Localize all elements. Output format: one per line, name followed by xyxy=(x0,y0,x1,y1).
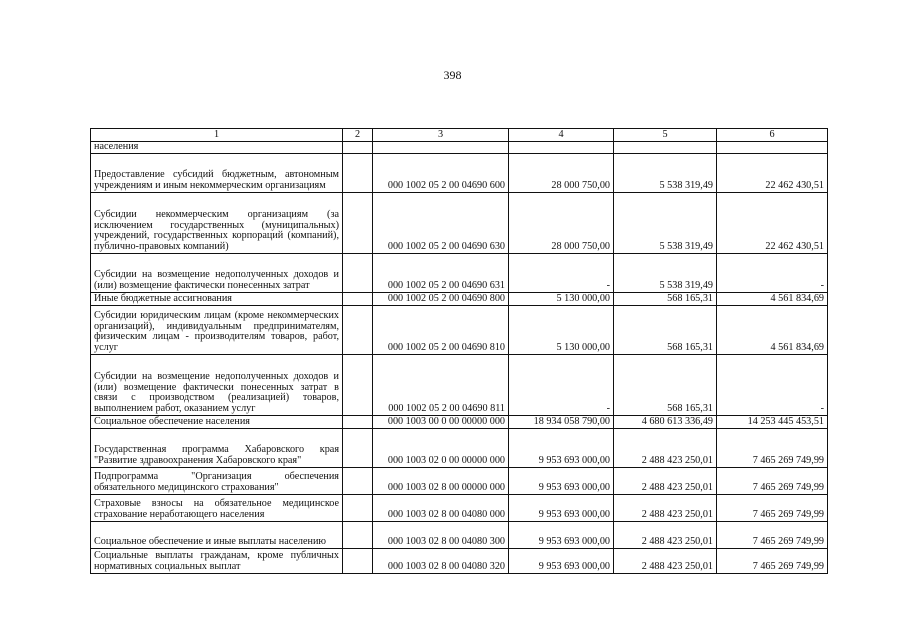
row-remaining-cell: 7 465 269 749,99 xyxy=(717,494,828,521)
row-col2-cell xyxy=(343,253,373,292)
header-cell-1: 1 xyxy=(91,129,343,142)
row-executed-cell: 2 488 423 250,01 xyxy=(614,494,717,521)
row-remaining-cell: - xyxy=(717,354,828,415)
row-col2-cell xyxy=(343,428,373,467)
row-code-cell: 000 1003 02 8 00 04080 300 xyxy=(373,521,509,548)
row-executed-cell: 2 488 423 250,01 xyxy=(614,467,717,494)
row-col2-cell xyxy=(343,415,373,428)
row-col2-cell xyxy=(343,192,373,253)
row-name-cell: Субсидии юридическим лицам (кроме некоммерческих организаций), индивидуальным предпринимателям, физическим лицам - производителям товаров, работ, услуг xyxy=(91,305,343,354)
table-row xyxy=(91,494,828,521)
row-code-cell: 000 1003 02 0 00 00000 000 xyxy=(373,428,509,467)
table-row xyxy=(91,305,828,354)
table-body xyxy=(91,129,828,574)
row-remaining-cell: 7 465 269 749,99 xyxy=(717,521,828,548)
row-col2-cell xyxy=(343,467,373,494)
header-cell-3: 3 xyxy=(373,129,509,142)
row-executed-cell: 568 165,31 xyxy=(614,305,717,354)
row-approved-cell: 28 000 750,00 xyxy=(509,153,614,192)
row-code-cell: 000 1002 05 2 00 04690 811 xyxy=(373,354,509,415)
row-name-cell: Социальное обеспечение населения xyxy=(91,415,343,428)
row-executed-cell: 4 680 613 336,49 xyxy=(614,415,717,428)
row-approved-cell: 5 130 000,00 xyxy=(509,292,614,305)
row-remaining-cell: 7 465 269 749,99 xyxy=(717,428,828,467)
row-name-cell: Социальные выплаты гражданам, кроме публичных нормативных социальных выплат xyxy=(91,548,343,573)
row-col2-cell xyxy=(343,292,373,305)
table-row xyxy=(91,521,828,548)
header-cell-5: 5 xyxy=(614,129,717,142)
row-remaining-cell: 4 561 834,69 xyxy=(717,305,828,354)
row-approved-cell: 9 953 693 000,00 xyxy=(509,428,614,467)
table-row xyxy=(91,253,828,292)
row-name-cell: Иные бюджетные ассигнования xyxy=(91,292,343,305)
header-cell-2: 2 xyxy=(343,129,373,142)
row-executed-cell: 568 165,31 xyxy=(614,292,717,305)
row-col2-cell xyxy=(343,494,373,521)
row-code-cell: 000 1003 00 0 00 00000 000 xyxy=(373,415,509,428)
row-code-cell xyxy=(373,142,509,154)
row-name-cell: Подпрограмма "Организация обеспечения обязательного медицинского страхования" xyxy=(91,467,343,494)
row-code-cell: 000 1002 05 2 00 04690 631 xyxy=(373,253,509,292)
row-approved-cell: - xyxy=(509,253,614,292)
row-approved-cell: 9 953 693 000,00 xyxy=(509,521,614,548)
row-approved-cell: 28 000 750,00 xyxy=(509,192,614,253)
row-code-cell: 000 1002 05 2 00 04690 630 xyxy=(373,192,509,253)
row-executed-cell: 2 488 423 250,01 xyxy=(614,428,717,467)
row-remaining-cell: 22 462 430,51 xyxy=(717,153,828,192)
row-executed-cell: 568 165,31 xyxy=(614,354,717,415)
row-approved-cell: 9 953 693 000,00 xyxy=(509,494,614,521)
row-remaining-cell: 22 462 430,51 xyxy=(717,192,828,253)
row-approved-cell xyxy=(509,142,614,154)
table-row xyxy=(91,192,828,253)
table-row xyxy=(91,467,828,494)
row-col2-cell xyxy=(343,354,373,415)
row-approved-cell: - xyxy=(509,354,614,415)
row-col2-cell xyxy=(343,305,373,354)
row-name-cell: Субсидии на возмещение недополученных доходов и (или) возмещение фактически понесенных затрат xyxy=(91,253,343,292)
row-remaining-cell: 4 561 834,69 xyxy=(717,292,828,305)
row-code-cell: 000 1002 05 2 00 04690 810 xyxy=(373,305,509,354)
row-code-cell: 000 1003 02 8 00 04080 320 xyxy=(373,548,509,573)
row-remaining-cell: 7 465 269 749,99 xyxy=(717,467,828,494)
table-header-row xyxy=(91,129,828,142)
row-name-cell: населения xyxy=(91,142,343,154)
row-code-cell: 000 1003 02 8 00 00000 000 xyxy=(373,467,509,494)
row-code-cell: 000 1002 05 2 00 04690 800 xyxy=(373,292,509,305)
row-approved-cell: 5 130 000,00 xyxy=(509,305,614,354)
row-remaining-cell xyxy=(717,142,828,154)
table-row xyxy=(91,153,828,192)
row-col2-cell xyxy=(343,142,373,154)
row-name-cell: Страховые взносы на обязательное медицинское страхование неработающего населения xyxy=(91,494,343,521)
table-row xyxy=(91,415,828,428)
row-executed-cell: 5 538 319,49 xyxy=(614,192,717,253)
row-executed-cell xyxy=(614,142,717,154)
row-remaining-cell: - xyxy=(717,253,828,292)
page-number: 398 xyxy=(443,68,462,82)
row-name-cell: Субсидии на возмещение недополученных доходов и (или) возмещение фактически понесенных затрат в связи с производством (реализацией) товаров, выполнением работ, оказанием услуг xyxy=(91,354,343,415)
table-row xyxy=(91,142,828,154)
row-col2-cell xyxy=(343,521,373,548)
row-name-cell: Государственная программа Хабаровского края "Развитие здравоохранения Хабаровского края" xyxy=(91,428,343,467)
row-code-cell: 000 1002 05 2 00 04690 600 xyxy=(373,153,509,192)
budget-table xyxy=(90,128,828,574)
row-name-cell: Субсидии некоммерческим организациям (за исключением государственных (муниципальных) учреждений, государственных корпораций (компаний), публично-правовых компаний) xyxy=(91,192,343,253)
row-executed-cell: 5 538 319,49 xyxy=(614,153,717,192)
table-row xyxy=(91,292,828,305)
row-col2-cell xyxy=(343,548,373,573)
row-code-cell: 000 1003 02 8 00 04080 000 xyxy=(373,494,509,521)
header-cell-6: 6 xyxy=(717,129,828,142)
row-approved-cell: 18 934 058 790,00 xyxy=(509,415,614,428)
row-executed-cell: 5 538 319,49 xyxy=(614,253,717,292)
row-name-cell: Социальное обеспечение и иные выплаты населению xyxy=(91,521,343,548)
row-remaining-cell: 7 465 269 749,99 xyxy=(717,548,828,573)
table-row xyxy=(91,548,828,573)
row-executed-cell: 2 488 423 250,01 xyxy=(614,548,717,573)
row-approved-cell: 9 953 693 000,00 xyxy=(509,467,614,494)
table-row xyxy=(91,428,828,467)
row-executed-cell: 2 488 423 250,01 xyxy=(614,521,717,548)
table-row xyxy=(91,354,828,415)
row-name-cell: Предоставление субсидий бюджетным, автономным учреждениям и иным некоммерческим организациям xyxy=(91,153,343,192)
row-col2-cell xyxy=(343,153,373,192)
row-remaining-cell: 14 253 445 453,51 xyxy=(717,415,828,428)
header-cell-4: 4 xyxy=(509,129,614,142)
row-approved-cell: 9 953 693 000,00 xyxy=(509,548,614,573)
